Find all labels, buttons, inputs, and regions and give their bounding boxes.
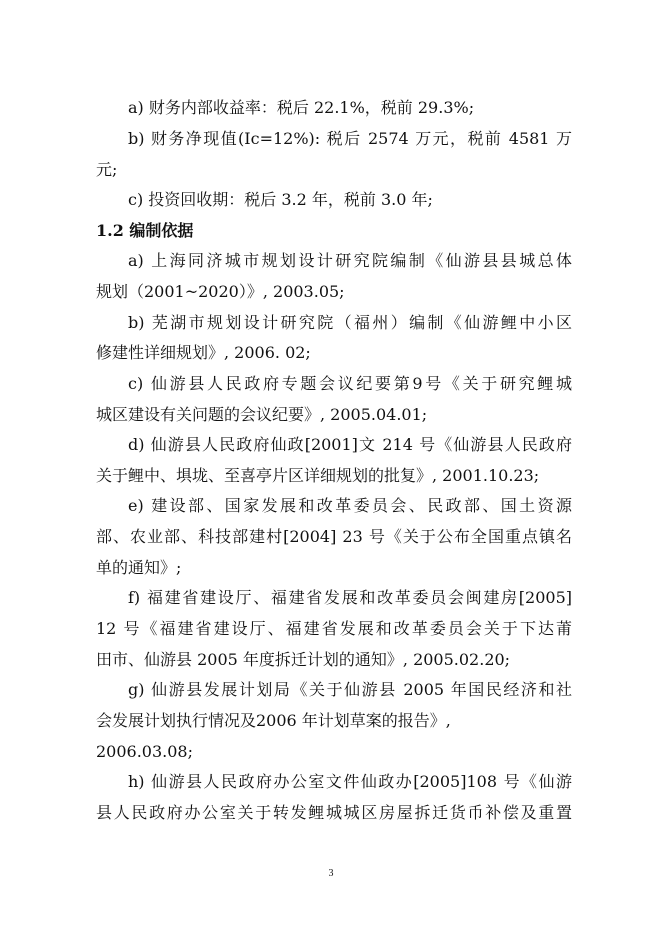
basis-item-d: d) 仙游县人民政府仙政[2001]文 214 号《仙游县人民政府	[128, 435, 572, 454]
basis-item-d-cont: 关于鲤中、埧垅、至喜亭片区详细规划的批复》, 2001.10.23;	[96, 466, 540, 485]
text-line-b-npv: b) 财务净现值(Ic=12%): 税后 2574 万元，税前 4581 万	[128, 129, 572, 148]
basis-item-b-cont: 修建性详细规划》, 2006. 02;	[96, 343, 311, 362]
basis-item-g: g) 仙游县发展计划局《关于仙游县 2005 年国民经济和社	[128, 680, 572, 699]
basis-item-a-cont: 规划（2001~2020）》, 2003.05;	[96, 282, 345, 301]
basis-item-g-cont2: 2006.03.08;	[96, 742, 193, 761]
basis-item-f: f) 福建省建设厅、福建省发展和改革委员会闽建房[2005]	[128, 588, 572, 607]
basis-item-b: b) 芜湖市规划设计研究院（福州）编制《仙游鲤中小区	[128, 313, 572, 332]
basis-item-h-cont: 县人民政府办公室关于转发鲤城城区房屋拆迁货币补偿及重置	[96, 803, 572, 822]
text-line-b-npv-cont: 元;	[96, 160, 118, 179]
page-number: 3	[328, 868, 334, 879]
basis-item-c-cont: 城区建设有关问题的会议纪要》, 2005.04.01;	[96, 405, 428, 424]
text-line-a-irr: a) 财务内部收益率：税后 22.1%，税前 29.3%;	[128, 98, 475, 117]
basis-item-e-cont: 部、农业部、科技部建村[2004] 23 号《关于公布全国重点镇名	[96, 527, 572, 546]
basis-item-f-cont: 12 号《福建省建设厅、福建省发展和改革委员会关于下达莆	[96, 619, 572, 638]
basis-item-g-cont: 会发展计划执行情况及2006 年计划草案的报告》,	[96, 711, 451, 730]
basis-item-h: h) 仙游县人民政府办公室文件仙政办[2005]108 号《仙游	[128, 772, 572, 791]
basis-item-e-cont2: 单的通知》;	[96, 558, 182, 577]
basis-item-c: c) 仙游县人民政府专题会议纪要第9号《关于研究鲤城	[128, 374, 572, 393]
basis-item-a: a) 上海同济城市规划设计研究院编制《仙游县县城总体	[128, 251, 572, 270]
basis-item-e: e) 建设部、国家发展和改革委员会、民政部、国土资源	[128, 496, 572, 515]
section-heading: 1.2 编制依据	[96, 221, 194, 240]
basis-item-f-cont2: 田市、仙游县 2005 年度拆迁计划的通知》, 2005.02.20;	[96, 650, 511, 669]
text-line-c-payback: c) 投资回收期：税后 3.2 年，税前 3.0 年;	[128, 190, 433, 209]
